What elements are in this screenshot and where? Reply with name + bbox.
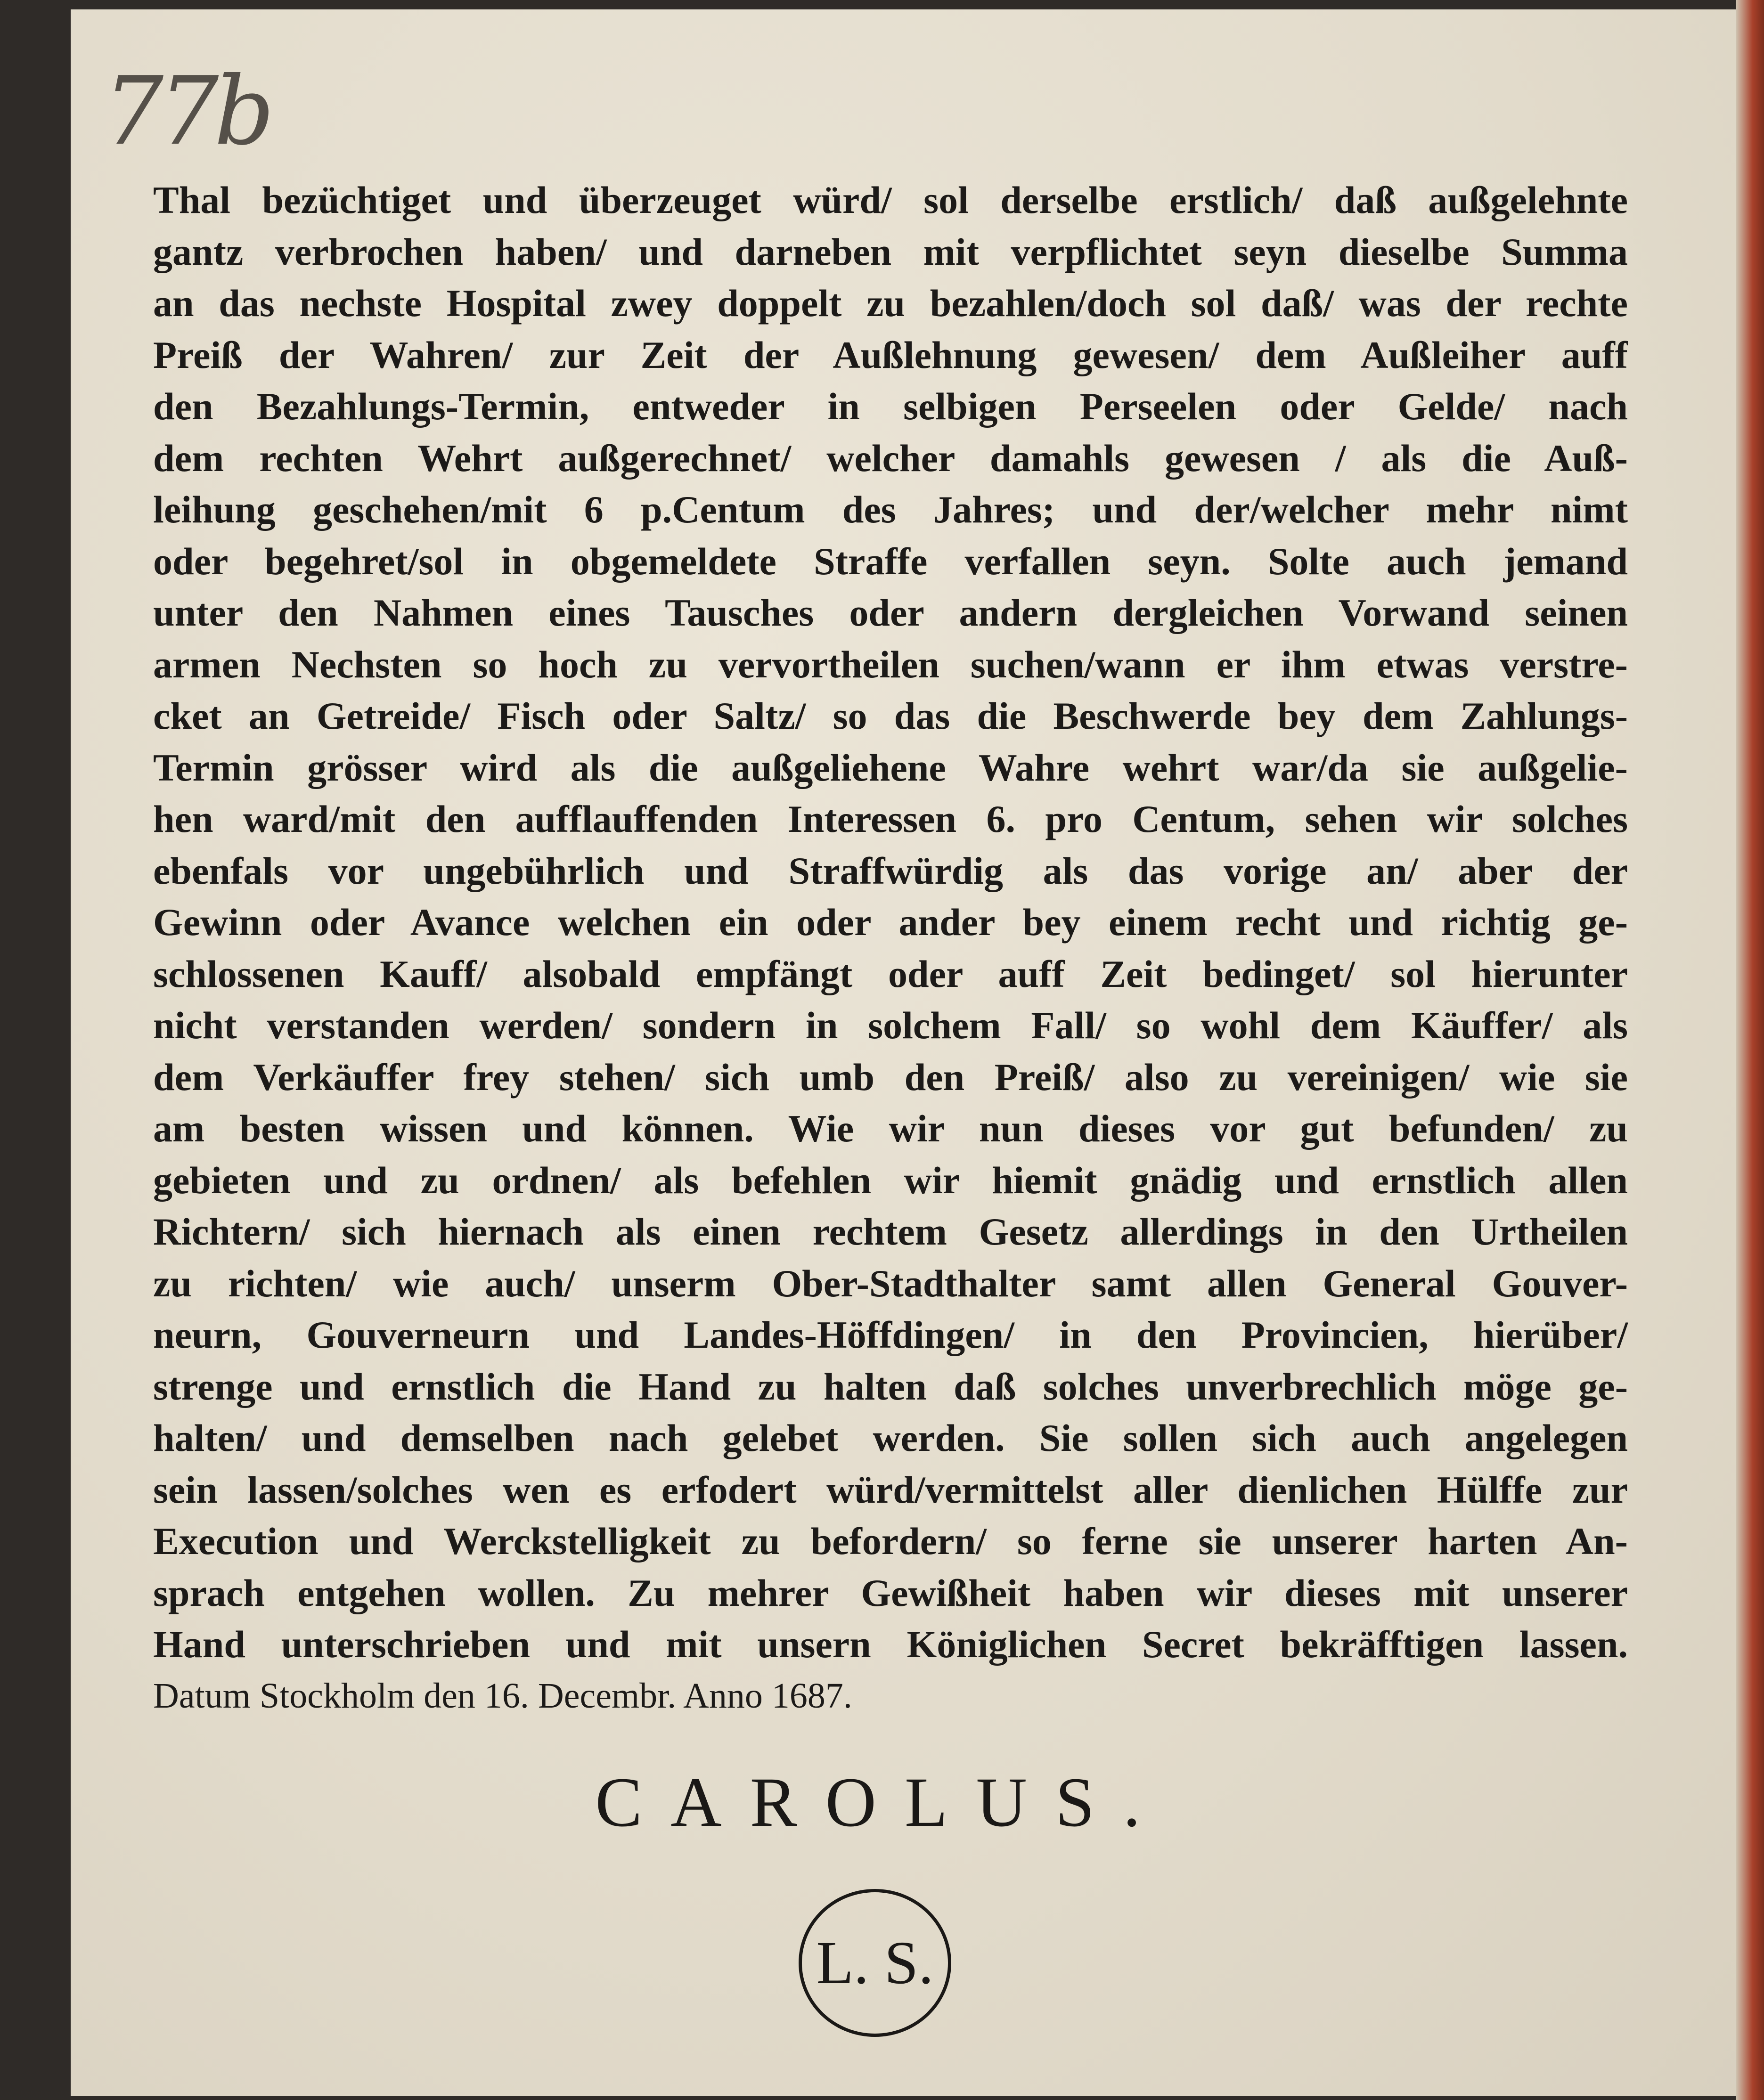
text-line: nicht verstanden werden/ sondern in solchem Fall/ so wohl dem Käuffer/ als bbox=[153, 1004, 1628, 1047]
handwritten-folio-number: 77b bbox=[104, 57, 270, 166]
text-line: unter den Nahmen eines Tausches oder andern dergleichen Vorwand seinen bbox=[153, 591, 1628, 634]
text-line: Gewinn oder Avance welchen ein oder ander bey einem recht und richtig ge- bbox=[153, 901, 1628, 944]
body-text bbox=[153, 174, 1628, 1722]
text-line: gantz verbrochen haben/ und darneben mit verpflichtet seyn dieselbe Summa bbox=[153, 230, 1628, 273]
seal-locus-sigilli bbox=[799, 1889, 951, 2037]
text-line: armen Nechsten so hoch zu vervortheilen suchen/wann er ihm etwas verstre- bbox=[153, 643, 1628, 686]
text-line: Preiß der Wahren/ zur Zeit der Außlehnung gewesen/ dem Außleiher auff bbox=[153, 333, 1628, 376]
seal-text: L. S. bbox=[816, 1929, 934, 1997]
text-line: Termin grösser wird als die außgeliehene Wahre wehrt war/da sie außgelie- bbox=[153, 746, 1628, 789]
text-line: dem rechten Wehrt außgerechnet/ welcher damahls gewesen / als die Auß- bbox=[153, 436, 1628, 480]
text-line: Execution und Werckstelligkeit zu befordern/ so ferne sie unserer harten An- bbox=[153, 1520, 1628, 1563]
text-line: Hand unterschrieben und mit unsern Königlichen Secret bekräfftigen lassen. bbox=[153, 1623, 1628, 1666]
text-line: neurn, Gouverneurn und Landes-Höffdingen/ in den Provincien, hierüber/ bbox=[153, 1313, 1628, 1356]
text-line: schlossenen Kauff/ alsobald empfängt oder auff Zeit bedinget/ sol hierunter bbox=[153, 952, 1628, 995]
text-line: halten/ und demselben nach gelebet werden. Sie sollen sich auch angelegen bbox=[153, 1416, 1628, 1459]
text-line: cket an Getreide/ Fisch oder Saltz/ so das die Beschwerde bey dem Zahlungs- bbox=[153, 694, 1628, 737]
text-line: am besten wissen und können. Wie wir nun dieses vor gut befunden/ zu bbox=[153, 1107, 1628, 1150]
text-line: ebenfals vor ungebührlich und Straffwürdig als das vorige an/ aber der bbox=[153, 849, 1628, 892]
text-line: Thal bezüchtiget und überzeuget würd/ sol derselbe erstlich/ daß außgelehnte bbox=[153, 179, 1628, 221]
text-line: Richtern/ sich hiernach als einen rechtem Gesetz allerdings in den Urtheilen bbox=[153, 1210, 1628, 1253]
text-line: sein lassen/solches wen es erfodert würd/vermittelst aller dienlichen Hülffe zur bbox=[153, 1468, 1628, 1511]
text-line: zu richten/ wie auch/ unserm Ober-Stadthalter samt allen General Gouver- bbox=[153, 1262, 1628, 1305]
text-line: an das nechste Hospital zwey doppelt zu bezahlen/doch sol daß/ was der rechte bbox=[153, 282, 1628, 325]
text-line: dem Verkäuffer frey stehen/ sich umb den Preiß/ also zu vereinigen/ wie sie bbox=[153, 1055, 1628, 1099]
text-line: hen ward/mit den aufflauffenden Interessen 6. pro Centum, sehen wir solches bbox=[153, 798, 1628, 840]
text-line: oder begehret/sol in obgemeldete Straffe verfallen seyn. Solte auch jemand bbox=[153, 539, 1628, 583]
text-line: leihung geschehen/mit 6 p.Centum des Jahres; und der/welcher mehr nimt bbox=[153, 488, 1628, 531]
text-line: den Bezahlungs-Termin, entweder in selbigen Perseelen oder Gelde/ nach bbox=[153, 385, 1628, 428]
text-line: sprach entgehen wollen. Zu mehrer Gewißheit haben wir dieses mit unserer bbox=[153, 1571, 1628, 1614]
text-line: gebieten und zu ordnen/ als befehlen wir hiemit gnädig und ernstlich allen bbox=[153, 1158, 1628, 1202]
signature: CAROLUS. bbox=[595, 1763, 1169, 1841]
date-line: Datum Stockholm den 16. Decembr. Anno 1687. bbox=[153, 1676, 852, 1716]
text-line: strenge und ernstlich die Hand zu halten daß solches unverbrechlich möge ge- bbox=[153, 1365, 1628, 1408]
